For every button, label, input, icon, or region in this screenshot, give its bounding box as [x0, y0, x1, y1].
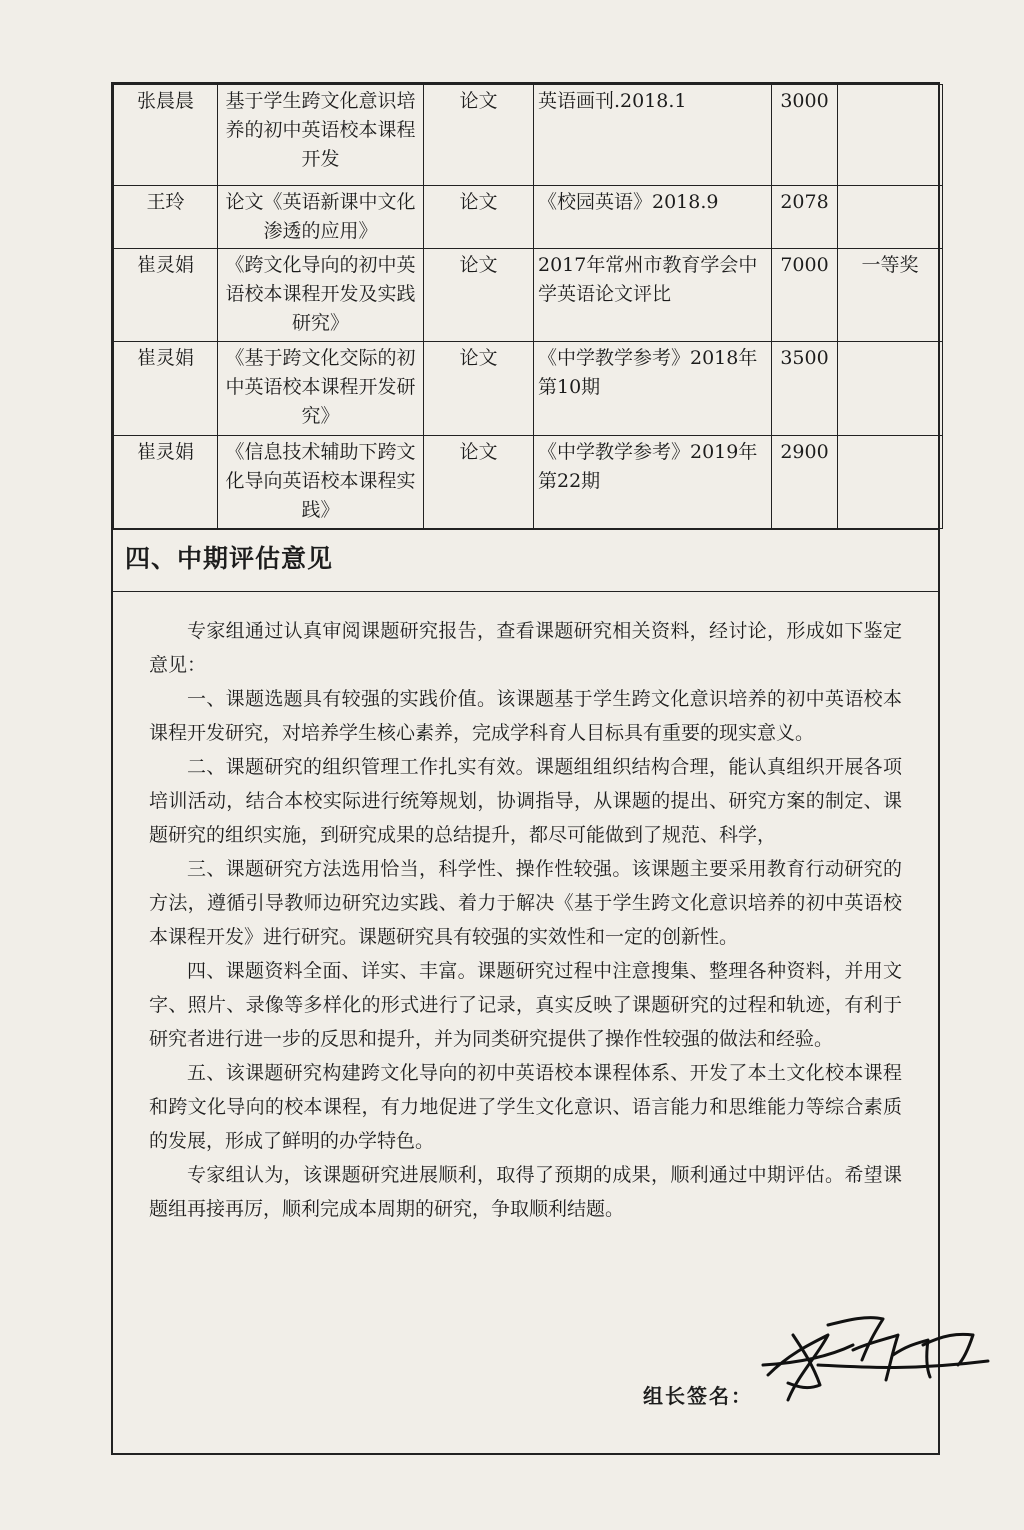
title-cell: 《跨文化导向的初中英语校本课程开发及实践研究》 — [218, 249, 424, 342]
word-count-cell: 3000 — [772, 85, 838, 186]
table-row — [114, 342, 943, 436]
award-cell — [838, 85, 943, 186]
table-row — [114, 186, 943, 249]
award-cell — [838, 436, 943, 529]
opinion-paragraph: 专家组通过认真审阅课题研究报告，查看课题研究相关资料，经讨论，形成如下鉴定意见： — [149, 620, 902, 676]
title-cell: 《基于跨文化交际的初中英语校本课程开发研究》 — [218, 342, 424, 436]
table-row — [114, 85, 943, 186]
author-cell: 崔灵娟 — [114, 342, 218, 436]
handwritten-signature — [758, 1305, 998, 1415]
opinion-paragraph: 专家组认为，该课题研究进展顺利，取得了预期的成果，顺利通过中期评估。希望课题组再接再厉，顺利完成本周期的研究，争取顺利结题。 — [149, 1164, 902, 1220]
type-cell: 论文 — [424, 186, 534, 249]
author-cell: 王玲 — [114, 186, 218, 249]
opinion-paragraph: 四、课题资料全面、详实、丰富。课题研究过程中注意搜集、整理各种资料，并用文字、照片、录像等多样化的形式进行了记录，真实反映了课题研究的过程和轨迹，有利于研究者进行进一步的反思和提升，并为同类研究提供了操作性较强的做法和经验。 — [149, 960, 902, 1050]
table-row — [114, 249, 943, 342]
opinion-paragraph: 五、该课题研究构建跨文化导向的初中英语校本课程体系、开发了本土文化校本课程和跨文化导向的校本课程，有力地促进了学生文化意识、语言能力和思维能力等综合素质的发展，形成了鲜明的办学特色。 — [149, 1062, 902, 1152]
publication-cell: 《中学教学参考》2019年第22期 — [534, 436, 772, 529]
award-cell — [838, 186, 943, 249]
title-cell: 《信息技术辅助下跨文化导向英语校本课程实践》 — [218, 436, 424, 529]
title-cell: 基于学生跨文化意识培养的初中英语校本课程开发 — [218, 85, 424, 186]
opinion-paragraph: 二、课题研究的组织管理工作扎实有效。课题组组织结构合理，能认真组织开展各项培训活动，结合本校实际进行统筹规划，协调指导，从课题的提出、研究方案的制定、课题研究的组织实施，到研究成果的总结提升，都尽可能做到了规范、科学， — [149, 756, 902, 846]
section-heading: 四、中期评估意见 — [113, 529, 938, 592]
table-row — [114, 436, 943, 529]
form-frame — [111, 82, 940, 1455]
word-count-cell: 2900 — [772, 436, 838, 529]
award-cell — [838, 342, 943, 436]
publication-cell: 英语画刊.2018.1 — [534, 85, 772, 186]
type-cell: 论文 — [424, 249, 534, 342]
author-cell: 张晨晨 — [114, 85, 218, 186]
word-count-cell: 3500 — [772, 342, 838, 436]
opinion-paragraph: 一、课题选题具有较强的实践价值。该课题基于学生跨文化意识培养的初中英语校本课程开发研究，对培养学生核心素养，完成学科育人目标具有重要的现实意义。 — [149, 688, 902, 744]
word-count-cell: 2078 — [772, 186, 838, 249]
title-cell: 论文《英语新课中文化渗透的应用》 — [218, 186, 424, 249]
publication-cell: 《中学教学参考》2018年第10期 — [534, 342, 772, 436]
research-results-table — [113, 84, 943, 529]
type-cell: 论文 — [424, 85, 534, 186]
type-cell: 论文 — [424, 436, 534, 529]
signature-label: 组长签名： — [643, 1384, 753, 1408]
opinion-paragraph: 三、课题研究方法选用恰当，科学性、操作性较强。该课题主要采用教育行动研究的方法，遵循引导教师边研究边实践、着力于解决《基于学生跨文化意识培养的初中英语校本课程开发》进行研究。课题研究具有较强的实效性和一定的创新性。 — [149, 858, 902, 948]
publication-cell: 《校园英语》2018.9 — [534, 186, 772, 249]
opinion-body — [113, 592, 938, 1226]
word-count-cell: 7000 — [772, 249, 838, 342]
author-cell: 崔灵娟 — [114, 436, 218, 529]
award-cell: 一等奖 — [838, 249, 943, 342]
type-cell: 论文 — [424, 342, 534, 436]
signature-area — [533, 1305, 933, 1415]
author-cell: 崔灵娟 — [114, 249, 218, 342]
publication-cell: 2017年常州市教育学会中学英语论文评比 — [534, 249, 772, 342]
